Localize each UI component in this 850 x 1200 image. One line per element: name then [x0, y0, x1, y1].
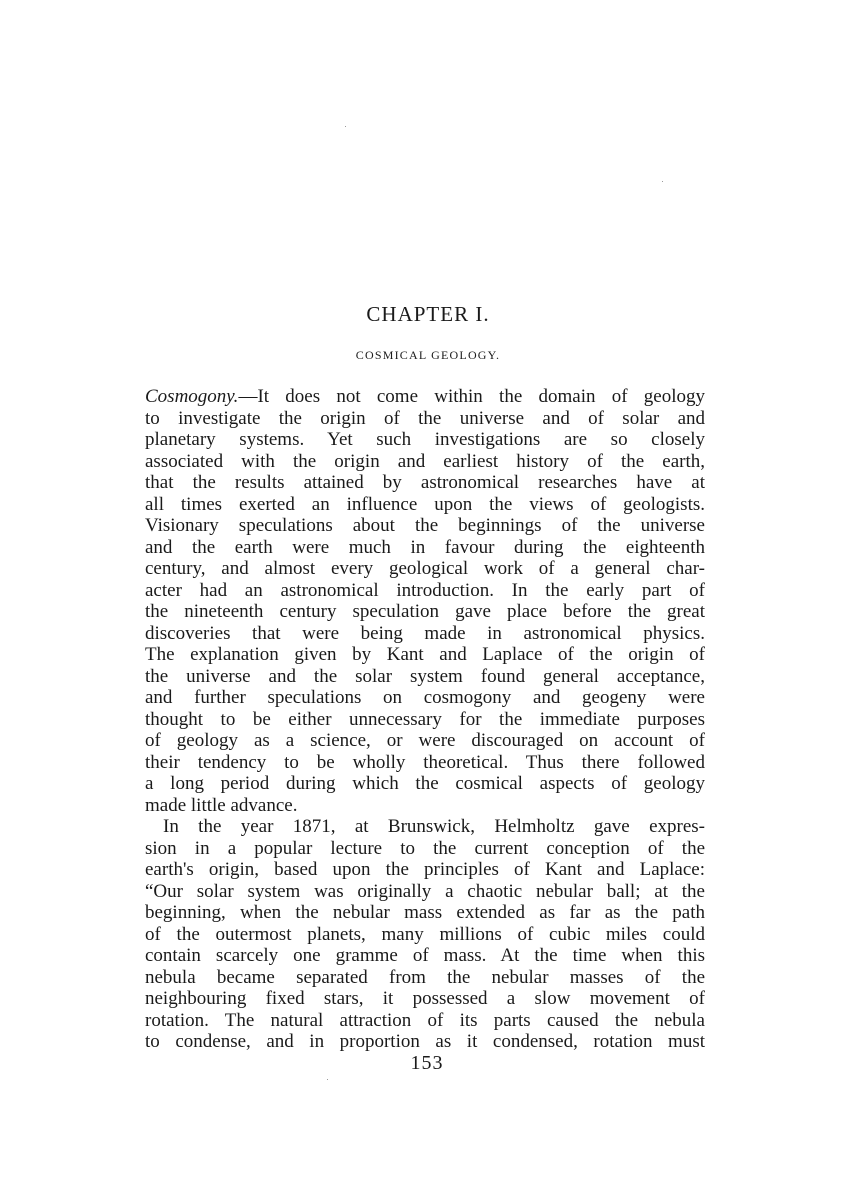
text-line: acter had an astronomical introduction. In the early part of — [145, 579, 705, 601]
text-line: of the outermost planets, many millions of cubic miles could — [145, 923, 705, 945]
text-line — [145, 386, 705, 408]
chapter-title: CHAPTER I. — [366, 302, 490, 326]
text-line: earth's origin, based upon the principles of Kant and Laplace: — [145, 859, 705, 880]
text-line: sion in a popular lecture to the current conception of the — [145, 837, 705, 859]
section-title: COSMICAL GEOLOGY. — [355, 348, 501, 362]
text-line: that the results attained by astronomical researches have at — [145, 472, 705, 493]
page-number: 153 — [410, 1052, 444, 1074]
text-line: their tendency to be wholly theoretical. Thus there followed — [145, 751, 705, 773]
text-line: the nineteenth century speculation gave place before the great — [145, 601, 705, 622]
text-line: of geology as a science, or were discouraged on account of — [145, 730, 705, 751]
text-line: “Our solar system was originally a chaotic nebular ball; at the — [145, 880, 705, 902]
text-line: thought to be either unnecessary for the immediate purposes — [145, 708, 705, 730]
text-line-content: —It does not come within the domain of geology — [238, 386, 705, 407]
text-line: neighbouring fixed stars, it possessed a slow movement of — [145, 988, 705, 1009]
text-line: associated with the origin and earliest history of the earth, — [145, 450, 705, 472]
text-line: all times exerted an influence upon the views of geologists. — [145, 493, 705, 515]
print-speck — [345, 126, 346, 127]
text-line: discoveries that were being made in astronomical physics. — [145, 622, 705, 644]
section-lead: Cosmogony. — [145, 386, 239, 407]
text-line: In the year 1871, at Brunswick, Helmholtz gave expres- — [163, 816, 705, 837]
text-line: nebula became separated from the nebular masses of the — [145, 966, 705, 988]
text-line: contain scarcely one gramme of mass. At the time when this — [145, 945, 705, 966]
text-line: and the earth were much in favour during the eighteenth — [145, 536, 705, 558]
text-line: beginning, when the nebular mass extended as far as the path — [145, 902, 705, 923]
text-line: century, and almost every geological work of a general char- — [145, 558, 705, 579]
text-line: Visionary speculations about the beginnings of the universe — [145, 515, 705, 536]
text-line: to condense, and in proportion as it condensed, rotation must — [145, 1031, 705, 1052]
print-speck — [327, 1079, 328, 1080]
text-line: a long period during which the cosmical aspects of geology — [145, 773, 705, 794]
text-line: the universe and the solar system found general acceptance, — [145, 665, 705, 687]
text-line: to investigate the origin of the universe and of solar and — [145, 407, 705, 429]
text-line: made little advance. — [145, 794, 298, 816]
text-line: rotation. The natural attraction of its parts caused the nebula — [145, 1009, 705, 1031]
text-line: planetary systems. Yet such investigations are so closely — [145, 429, 705, 450]
text-line: and further speculations on cosmogony and geogeny were — [145, 687, 705, 708]
text-line: The explanation given by Kant and Laplace of the origin of — [145, 644, 705, 665]
print-speck — [662, 181, 663, 182]
body-text — [145, 386, 705, 1053]
